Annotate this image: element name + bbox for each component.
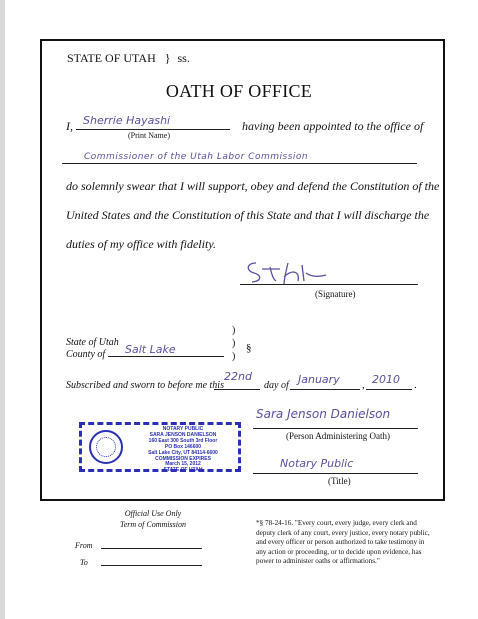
day-of-label: day of	[264, 380, 289, 391]
subscribed-year: 2010	[372, 373, 400, 386]
appointed-text: having been appointed to the office of	[242, 119, 424, 133]
stamp-line-4: PO Box 146600	[164, 443, 202, 450]
stamp-line-5: Salt Lake City, UT 84114-6600	[148, 449, 218, 456]
administrator-title: Notary Public	[280, 457, 354, 470]
venue-state: State of Utah	[66, 337, 119, 348]
statute-line-5: power to administer oaths or affirmations."	[256, 557, 380, 566]
officer-name: Sherrie Hayashi	[83, 114, 171, 127]
date-comma: ,	[362, 379, 365, 391]
title-line	[253, 473, 418, 474]
administrator-caption: (Person Administering Oath)	[286, 431, 390, 441]
statute-line-3: and every officer or person authorized to take testimony in	[256, 538, 425, 547]
official-use-heading: Official Use Only	[124, 509, 182, 518]
stamp-line-1: NOTARY PUBLIC	[162, 426, 204, 432]
subscribed-prefix: Subscribed and sworn to before me this	[66, 380, 224, 391]
ss-label: ss.	[177, 51, 190, 65]
statute-line-1: *§ 78-24-16. "Every court, every judge, every clerk and	[256, 519, 417, 527]
stamp-line-2: SARA JENSON DANIELSON	[149, 431, 217, 438]
notary-stamp-text	[128, 427, 238, 474]
day-line	[214, 389, 260, 390]
county-line	[108, 356, 224, 357]
signature-line	[240, 284, 418, 285]
to-line	[101, 565, 202, 566]
state-brace: }	[164, 51, 171, 65]
stamp-line-8: STATE OF UTAH	[163, 467, 203, 474]
oath-line-1: do solemnly swear that I will support, obey and defend the Constitution of the	[66, 179, 440, 193]
officer-signature	[242, 257, 342, 293]
venue-paren-3: )	[232, 351, 236, 362]
month-line	[290, 389, 360, 390]
statute-note	[256, 519, 430, 567]
to-label: To	[80, 558, 88, 567]
administrator-line	[253, 428, 418, 429]
notary-seal-icon	[89, 430, 123, 464]
document-title: OATH OF OFFICE	[165, 81, 313, 101]
oath-line-2: United States and the Constitution of this State and that I will discharge the	[66, 208, 430, 222]
state-label: STATE OF UTAH	[67, 51, 156, 65]
term-of-commission: Term of Commission	[120, 520, 186, 529]
statute-line-2: deputy clerk of any court, every justice, every notary public,	[256, 528, 430, 537]
pronoun-i: I,	[66, 119, 73, 133]
stamp-line-7: March 15, 2012	[165, 461, 201, 468]
signature-caption: (Signature)	[315, 289, 356, 299]
venue-county: Salt Lake	[125, 343, 176, 356]
stamp-line-3: 160 East 300 South 3rd Floor	[148, 437, 218, 444]
subscribed-month: January	[298, 373, 340, 386]
name-line	[76, 129, 230, 130]
from-line	[101, 548, 202, 549]
date-period: .	[414, 379, 417, 391]
print-name-caption: (Print Name)	[128, 131, 170, 140]
venue-paren-2: )	[232, 338, 236, 349]
year-line	[366, 389, 412, 390]
from-label: From	[75, 541, 93, 550]
subscribed-day: 22nd	[224, 370, 252, 383]
administrator-signature: Sara Jenson Danielson	[256, 407, 391, 421]
statute-line-4: any action or proceeding, or to decide upon evidence, has	[256, 547, 422, 556]
venue-county-label: County of	[66, 349, 106, 360]
office-title: Commissioner of the Utah Labor Commission	[84, 152, 309, 162]
oath-line-3: duties of my office with fidelity.	[66, 237, 216, 251]
state-header	[67, 51, 190, 66]
stamp-line-6: COMMISSION EXPIRES	[155, 455, 211, 462]
title-caption: (Title)	[328, 476, 351, 486]
venue-paren-1: )	[232, 325, 236, 336]
office-line	[62, 163, 417, 164]
venue-section: §	[246, 342, 252, 354]
notary-stamp	[79, 422, 241, 472]
